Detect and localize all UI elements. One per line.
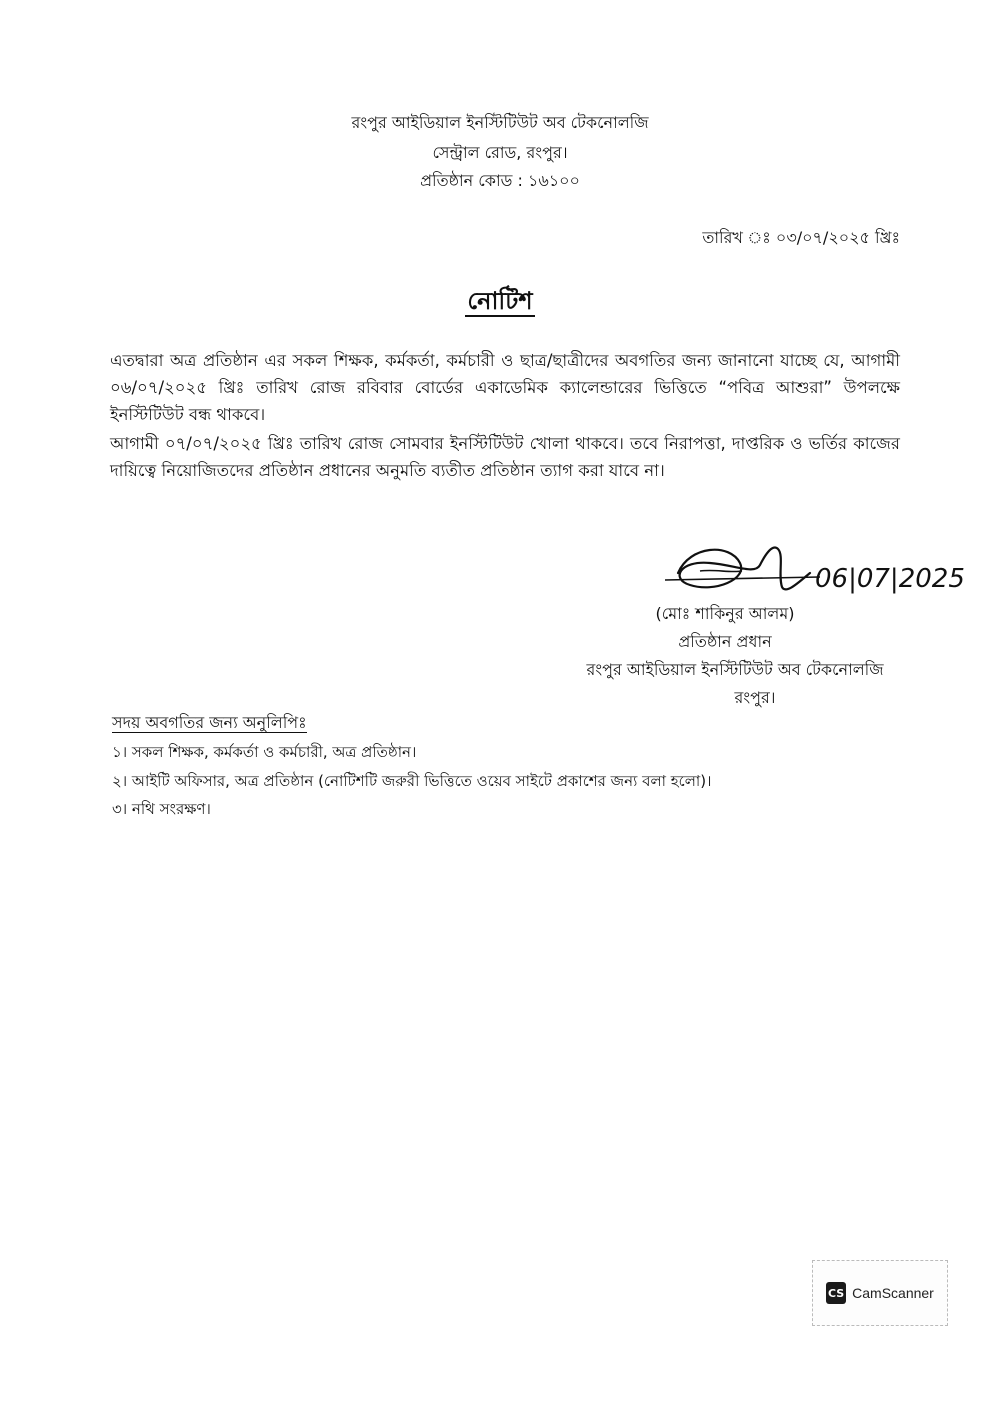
notice-paragraph-1: এতদ্বারা অত্র প্রতিষ্ঠান এর সকল শিক্ষক, কর্মকর্তা, কর্মচারী ও ছাত্র/ছাত্রীদের অবগতির জন্য জানানো যাচ্ছে যে, আগামী ০৬/০৭/২০২৫ খ্রিঃ তারিখ রোজ রবিবার বোর্ডের একাডেমিক ক্যালেন্ডারের ভিত্তিতে “পবিত্র আশুরা” উপলক্ষে ইনস্টিটিউট বন্ধ থাকবে। <box>110 351 900 424</box>
signatory-institute: রংপুর আইডিয়াল ইনস্টিটিউট অব টেকনোলজি <box>586 660 884 679</box>
camscanner-watermark <box>812 1260 948 1326</box>
header-code: প্রতিষ্ঠান কোড : ১৬১০০ <box>420 171 580 190</box>
copy-item: ৩। নথি সংরক্ষণ। <box>112 800 211 818</box>
copies-heading <box>112 710 307 737</box>
camscanner-logo-icon: CS <box>826 1282 846 1304</box>
header-institute: রংপুর আইডিয়াল ইনস্টিটিউট অব টেকনোলজি <box>351 113 649 132</box>
signature-date: 06|07|2025 <box>815 564 965 594</box>
notice-paragraph-2: আগামী ০৭/০৭/২০২৫ খ্রিঃ তারিখ রোজ সোমবার ইনস্টিটিউট খোলা থাকবে। তবে নিরাপত্তা, দাপ্তরিক ও ভর্তির কাজের দায়িত্বে নিয়োজিতদের প্রতিষ্ঠান প্রধানের অনুমতি ব্যতীত প্রতিষ্ঠান ত্যাগ করা যাবে না। <box>110 434 900 480</box>
signatory-city: রংপুর। <box>734 688 776 707</box>
notice-title-text: নোটিশ <box>467 287 533 315</box>
signatory-name: (মোঃ শাকিনুর আলম) <box>655 604 795 623</box>
notice-title <box>0 283 1000 323</box>
header-address: সেন্ট্রাল রোড, রংপুর। <box>432 143 568 162</box>
signature-icon <box>660 535 1000 605</box>
notice-date: তারিখ ঃ ০৩/০৭/২০২৫ খ্রিঃ <box>702 228 900 247</box>
copies-heading-text: সদয় অবগতির জন্য অনুলিপিঃ <box>112 713 307 732</box>
copy-item: ২। আইটি অফিসার, অত্র প্রতিষ্ঠান (নোটিশটি জরুরী ভিত্তিতে ওয়েব সাইটে প্রকাশের জন্য বলা হলো)। <box>112 772 712 790</box>
copy-item: ১। সকল শিক্ষক, কর্মকর্তা ও কর্মচারী, অত্র প্রতিষ্ঠান। <box>112 743 417 761</box>
signatory-designation: প্রতিষ্ঠান প্রধান <box>678 632 772 651</box>
camscanner-text: CamScanner <box>852 1285 934 1301</box>
